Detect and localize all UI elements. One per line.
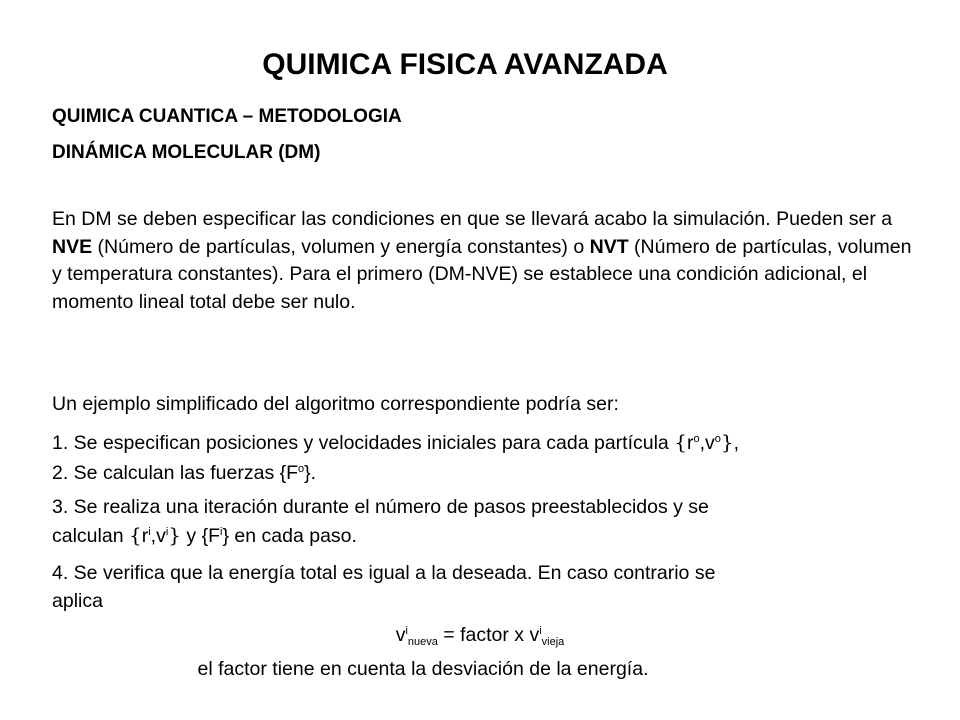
comma: ,	[150, 525, 157, 547]
v-new-superscript: i	[405, 625, 408, 637]
step-2	[52, 460, 922, 488]
brace-open: {	[128, 523, 142, 547]
formula-middle: = factor x v	[437, 624, 540, 646]
v-superscript: o	[714, 433, 721, 445]
step-3-pre: calculan	[52, 525, 129, 547]
factor-note: el factor tiene en cuenta la desviación de la energía.	[197, 658, 649, 680]
intro-text-2: (Número de partículas, volumen y energía constantes) o	[92, 235, 590, 258]
r-symbol: r	[141, 525, 149, 547]
r-symbol: r	[686, 432, 694, 454]
step-4-line-2: aplica	[52, 590, 103, 612]
step-4-line-1: 4. Se verifica que la energía total es igual a la deseada. En caso contrario se	[52, 562, 716, 584]
v-old-subscript: vieja	[541, 636, 565, 648]
v-symbol: v	[395, 624, 406, 646]
section-heading-dinamica-molecular: DINÁMICA MOLECULAR (DM)	[52, 142, 321, 163]
example-intro: Un ejemplo simplificado del algoritmo correspondiente podría ser:	[52, 393, 619, 415]
v-superscript: i	[165, 526, 169, 538]
intro-text-1: En DM se deben especificar las condiciones en que se llevará acabo la simulación. Pueden ser a	[52, 208, 893, 230]
step-1	[52, 429, 922, 458]
brace-close: }	[720, 430, 734, 454]
f-superscript: i	[220, 526, 223, 538]
nvt-term: NVT	[589, 235, 629, 258]
step-3-line-2	[52, 522, 922, 551]
step-3-end: } en cada paso.	[222, 525, 357, 547]
step-3-line-1: 3. Se realiza una iteración durante el número de pasos preestablecidos y se	[52, 496, 709, 518]
step-1-text: 1. Se especifican posiciones y velocidades iniciales para cada partícula	[52, 432, 675, 454]
f-superscript: o	[298, 463, 305, 475]
intro-paragraph	[52, 206, 912, 316]
step-2-end: }.	[304, 462, 317, 484]
step-2-text: 2. Se calculan las fuerzas {F	[52, 462, 299, 484]
page-title: QUIMICA FISICA AVANZADA	[262, 48, 668, 81]
comma: ,	[699, 432, 705, 454]
v-symbol: v	[156, 525, 166, 547]
step-1-end: ,	[733, 432, 740, 454]
step-3-mid: y {F	[181, 525, 221, 547]
section-heading-quimica-cuantica: QUIMICA CUANTICA – METODOLOGIA	[52, 106, 402, 127]
v-new-subscript: nueva	[407, 636, 438, 648]
brace-close: }	[168, 523, 182, 547]
intro-text-3: (Número de partículas, volumen y temperatura constantes). Para el primero (DM-NVE) se establece una condición adicional, el momento lineal total debe ser nulo.	[52, 235, 912, 313]
nve-term: NVE	[52, 235, 93, 258]
brace-open: {	[674, 430, 687, 454]
r-superscript: i	[148, 526, 151, 538]
v-symbol: v	[704, 432, 715, 454]
v-old-superscript: i	[539, 625, 542, 637]
velocity-formula	[0, 622, 960, 650]
r-superscript: o	[693, 433, 700, 445]
